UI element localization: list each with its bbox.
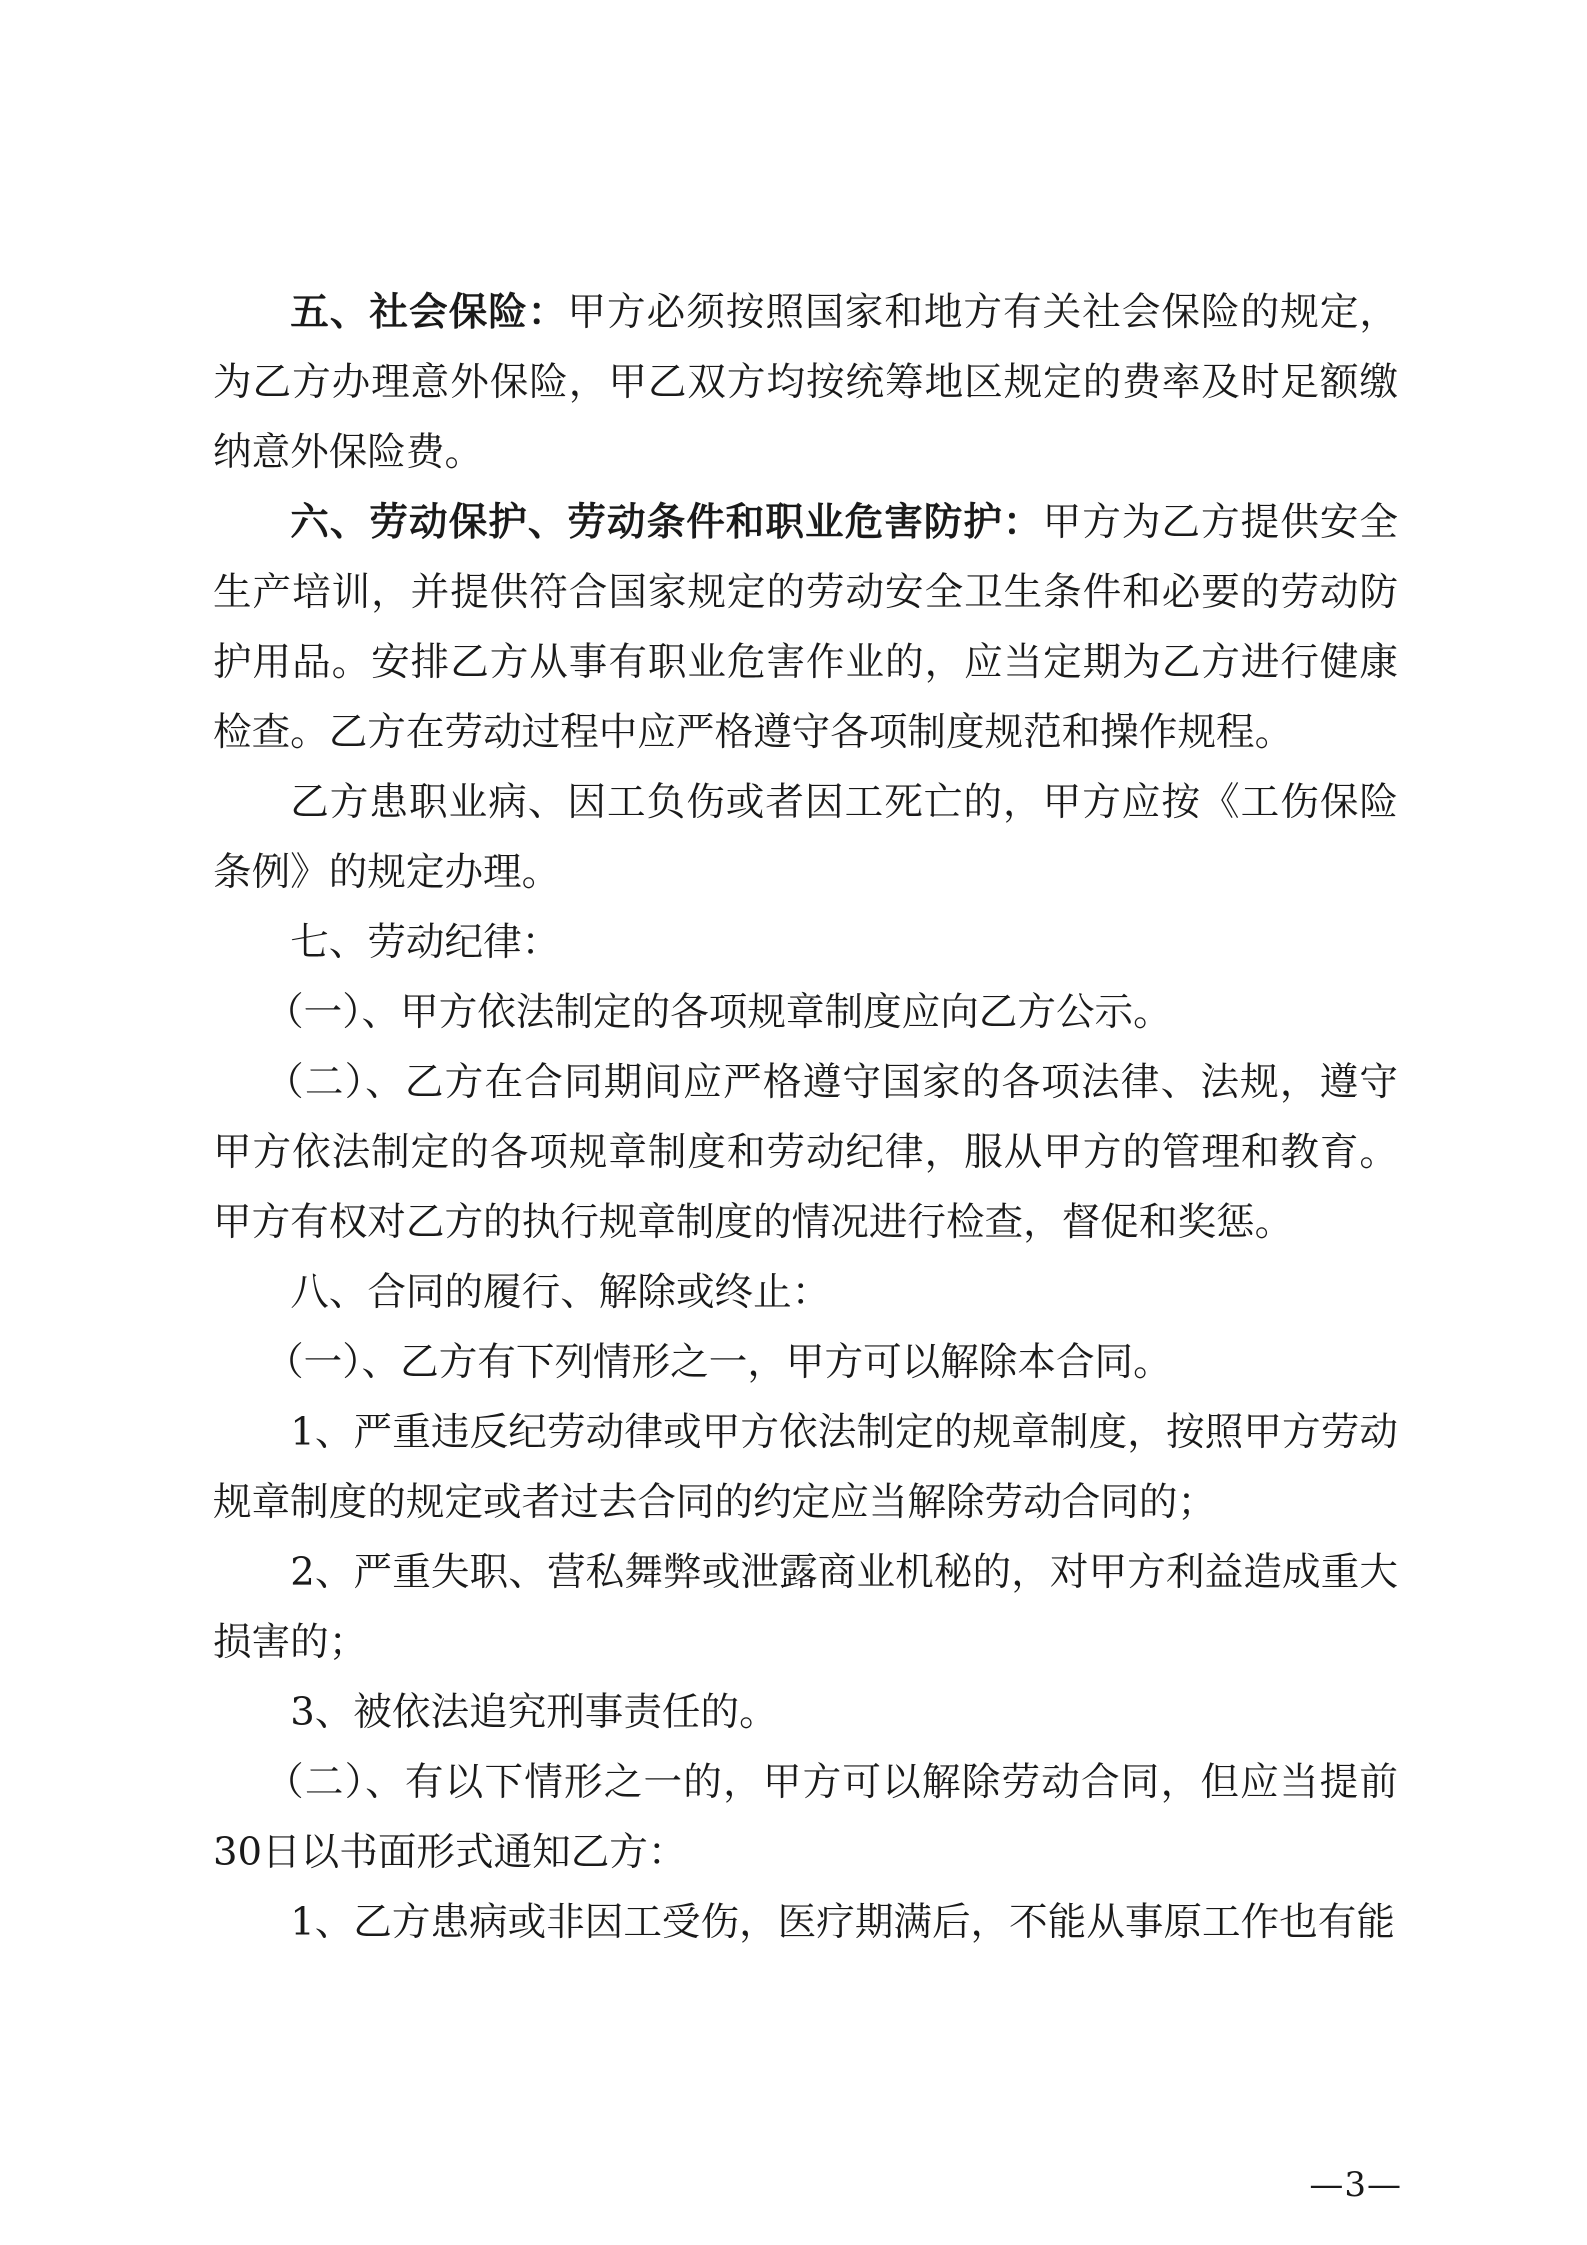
paragraph-text: （一）、乙方有下列情形之一，甲方可以解除本合同。	[265, 1340, 1172, 1385]
paragraph-text: 1、严重违反纪劳动律或甲方依法制定的规章制度，按照甲方劳动规章制度的规定或者过去合同的约定应当解除劳动合同的；	[213, 1410, 1398, 1525]
page-number: —3—	[1309, 2165, 1402, 2205]
paragraph-text: 八、合同的履行、解除或终止：	[290, 1270, 831, 1315]
paragraph-text: 甲方为乙方提供安全生产培训，并提供符合国家规定的劳动安全卫生条件和必要的劳动防护用品。安排乙方从事有职业危害作业的，应当定期为乙方进行健康检查。乙方在劳动过程中应严格遵守各项制度规范和操作规程。	[213, 500, 1399, 755]
paragraph-termination-case-1	[213, 1398, 1398, 1538]
paragraph-termination-case-2	[213, 1538, 1398, 1678]
section-heading: 五、社会保险：	[290, 290, 568, 335]
paragraph-text: 1、乙方患病或非因工受伤，医疗期满后，不能从事原工作也有能	[290, 1900, 1395, 1945]
paragraph-text: （二）、乙方在合同期间应严格遵守国家的各项法律、法规，遵守甲方依法制定的各项规章制度和劳动纪律，服从甲方的管理和教育。甲方有权对乙方的执行规章制度的情况进行检查，督促和奖惩。	[213, 1060, 1398, 1245]
paragraph-text: 2、严重失职、营私舞弊或泄露商业机秘的，对甲方利益造成重大损害的；	[213, 1550, 1398, 1665]
paragraph-contract-termination-title	[213, 1258, 1398, 1328]
section-heading: 六、劳动保护、劳动条件和职业危害防护：	[290, 500, 1043, 545]
paragraph-labor-discipline-title	[213, 908, 1398, 978]
paragraph-text: 甲方必须按照国家和地方有关社会保险的规定，为乙方办理意外保险，甲乙双方均按统筹地区规定的费率及时足额缴纳意外保险费。	[213, 290, 1399, 475]
paragraph-social-insurance	[213, 278, 1398, 488]
paragraph-text: 3、被依法追究刑事责任的。	[290, 1690, 778, 1735]
paragraph-termination-item-2	[213, 1748, 1398, 1888]
paragraph-work-injury	[213, 768, 1398, 908]
document-body	[213, 278, 1398, 1958]
paragraph-text: 乙方患职业病、因工负伤或者因工死亡的，甲方应按《工伤保险条例》的规定办理。	[213, 780, 1398, 895]
paragraph-text: （二）、有以下情形之一的，甲方可以解除劳动合同，但应当提前30日以书面形式通知乙方：	[213, 1760, 1398, 1875]
paragraph-text: 七、劳动纪律：	[290, 920, 561, 965]
paragraph-termination-case-3	[213, 1678, 1398, 1748]
paragraph-notice-case-1	[213, 1888, 1398, 1958]
paragraph-discipline-item-2	[213, 1048, 1398, 1258]
paragraph-labor-protection	[213, 488, 1398, 768]
paragraph-text: （一）、甲方依法制定的各项规章制度应向乙方公示。	[265, 990, 1172, 1035]
paragraph-termination-item-1	[213, 1328, 1398, 1398]
paragraph-discipline-item-1	[213, 978, 1398, 1048]
